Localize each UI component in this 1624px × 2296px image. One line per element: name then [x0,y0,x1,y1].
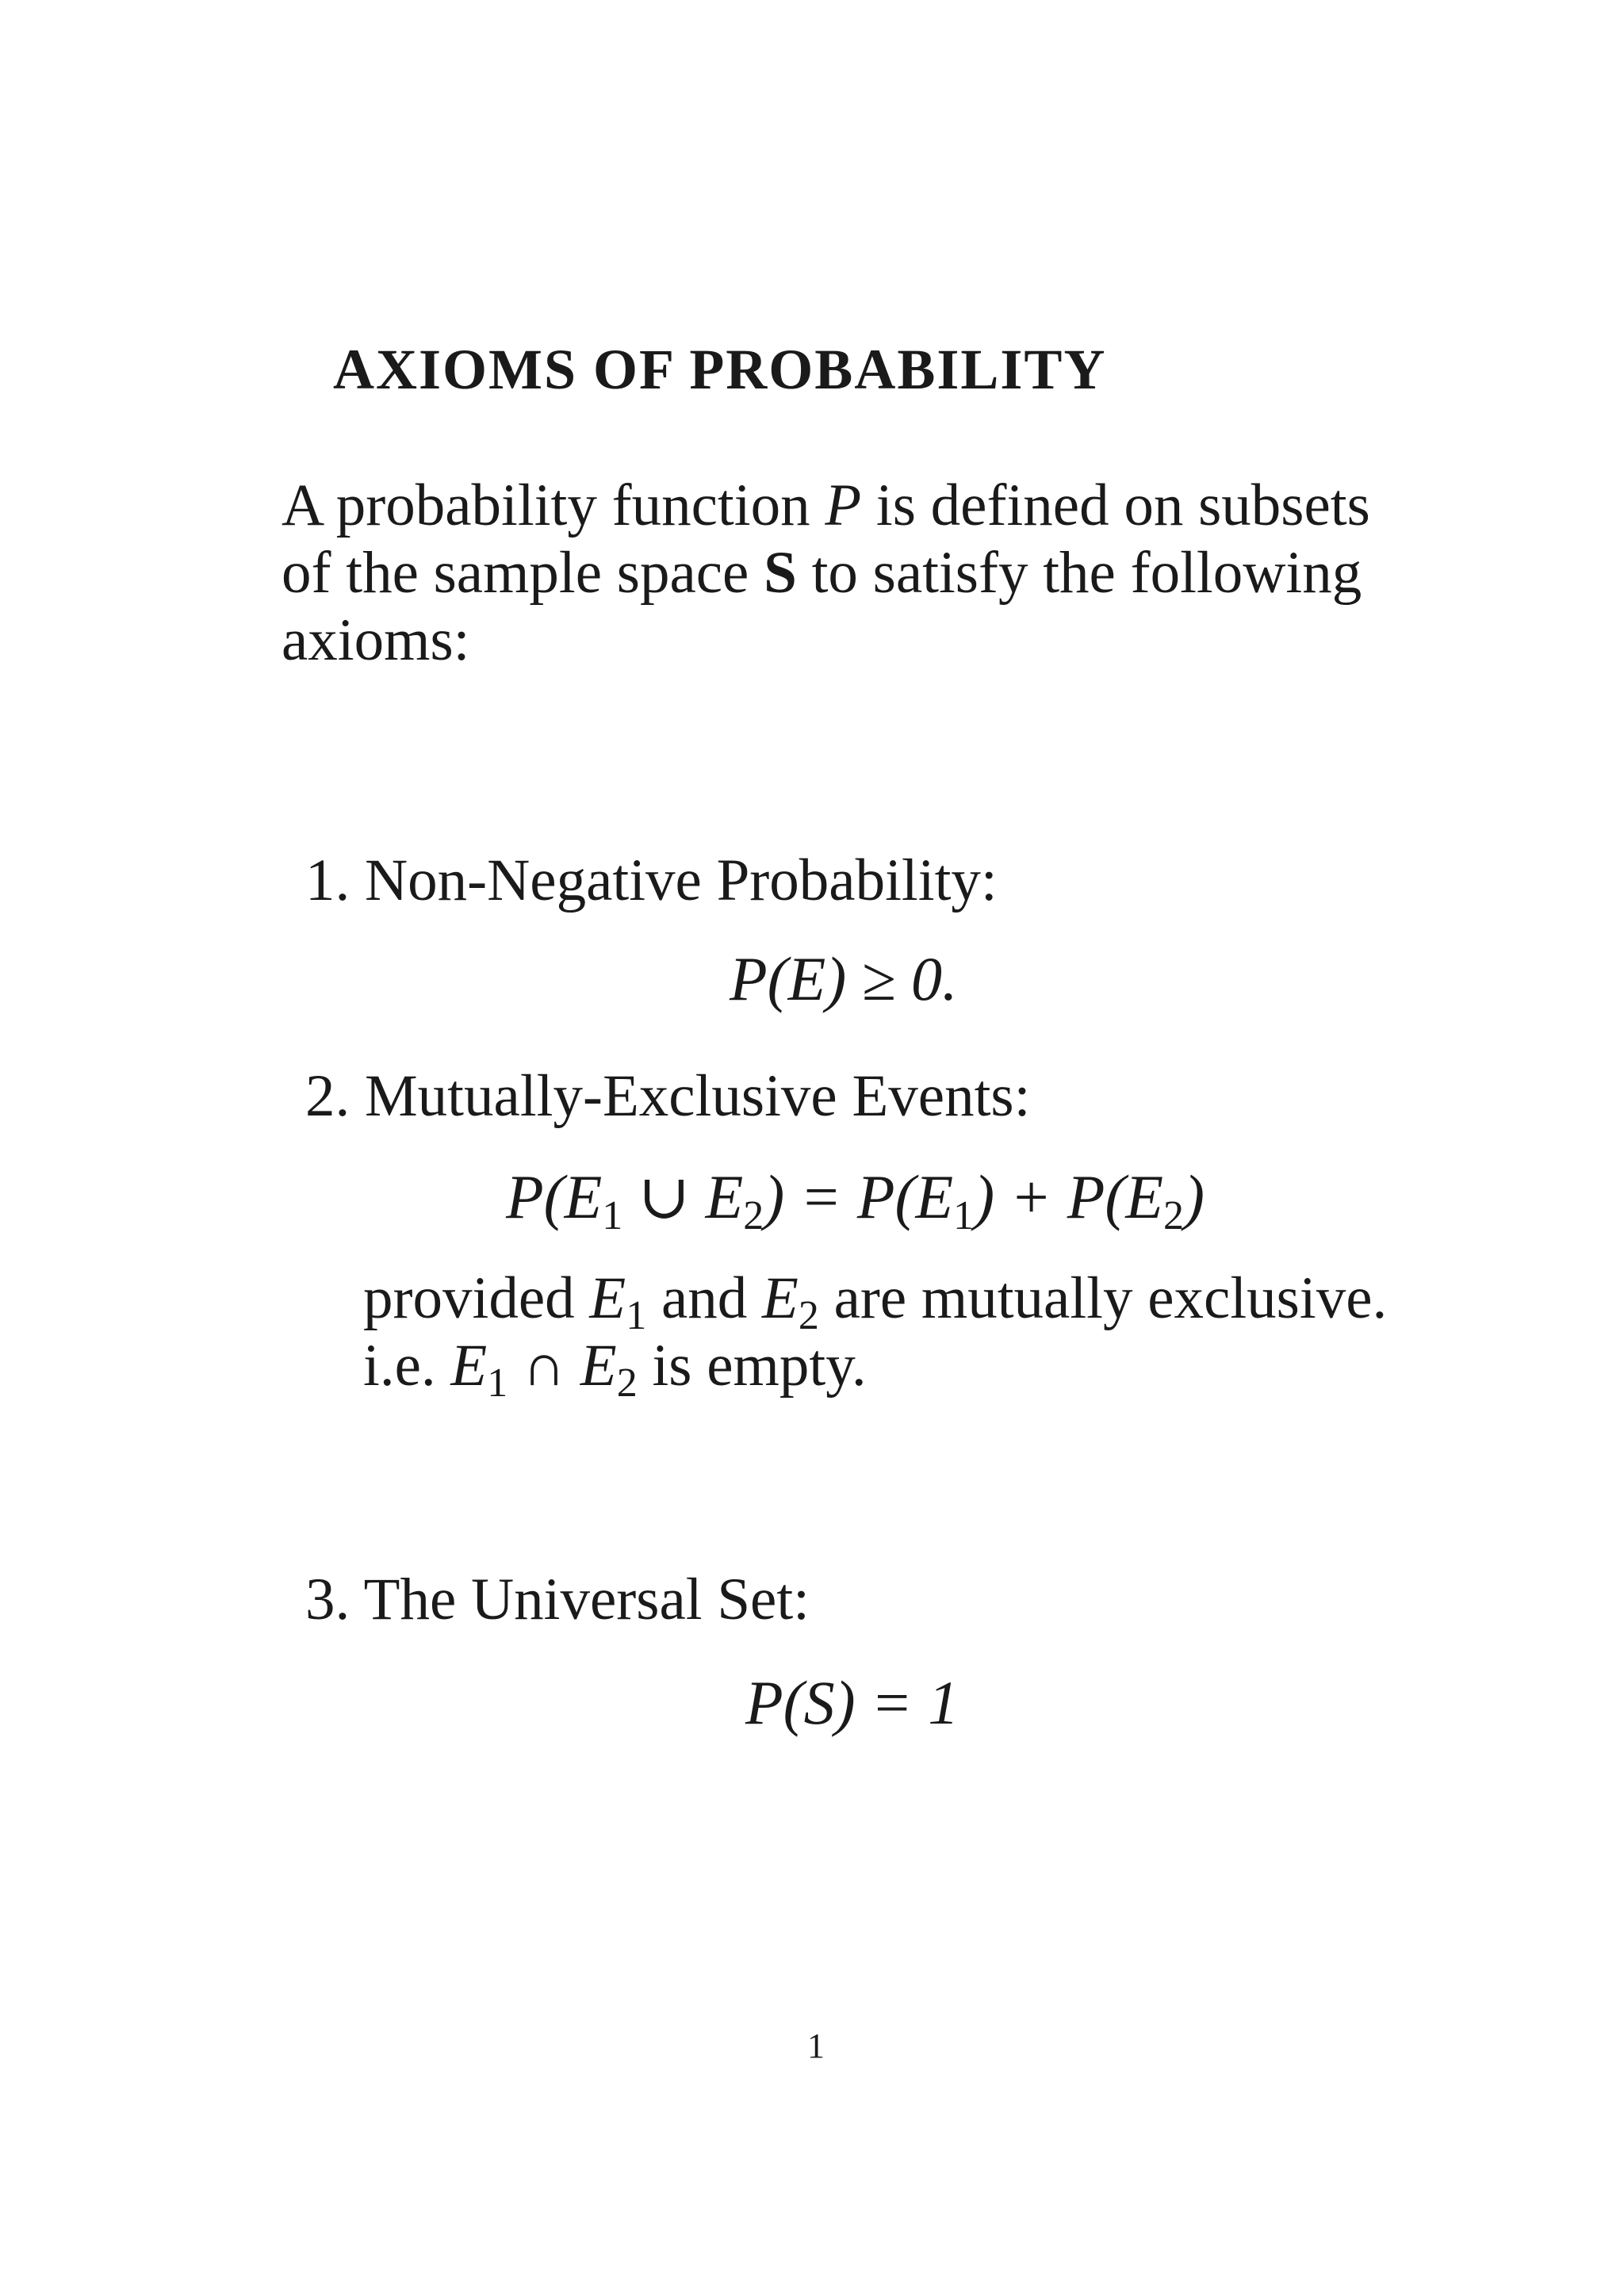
condition-text: and [646,1265,762,1331]
subscript: 2 [798,1293,819,1338]
subscript: 1 [487,1360,508,1406]
axiom-3-heading: 3. The Universal Set: [305,1567,810,1632]
equation-part: ∪ E [622,1162,744,1231]
event-symbol: E [450,1333,488,1399]
sample-space-symbol: S [764,540,797,606]
page-number: 1 [807,2026,825,2065]
axiom-3-equation: P(S) = 1 [745,1668,959,1737]
intro-paragraph [282,472,1370,674]
subscript: 2 [1163,1193,1185,1238]
equation-part: ) [1184,1162,1205,1231]
intro-text: is defined on subsets [861,473,1370,538]
event-symbol: E [761,1265,799,1331]
subscript: 2 [743,1193,764,1238]
condition-text: ∩ [508,1333,580,1399]
intro-text: to satisfy the following [796,540,1362,606]
probability-function-symbol: P [825,473,862,538]
axiom-2-heading: 2. Mutually-Exclusive Events: [305,1063,1031,1129]
intro-text: of the sample space [282,540,764,606]
subscript: 1 [602,1193,623,1238]
axiom-1-equation: P(E) ≥ 0. [730,944,958,1013]
condition-text: are mutually exclusive. [818,1265,1388,1331]
equation-part: ) + P(E [974,1162,1164,1231]
axiom-1-heading: 1. Non-Negative Probability: [305,848,998,913]
intro-text: A probability function [282,473,825,538]
document-title: AXIOMS OF PROBABILITY [333,338,1107,401]
event-symbol: E [589,1265,626,1331]
intro-line-1 [282,472,1370,539]
axiom-2-condition-line-2 [363,1332,867,1406]
subscript: 1 [626,1293,647,1338]
axiom-2-equation [506,1161,1205,1238]
axiom-2-condition-line-1 [363,1265,1388,1338]
intro-line-2 [282,539,1362,607]
condition-text: i.e. [363,1333,451,1399]
subscript: 1 [953,1193,975,1238]
condition-text: is empty. [637,1333,867,1399]
intro-line-3: axioms: [282,607,470,673]
subscript: 2 [616,1360,638,1406]
equation-part: P(E [506,1162,603,1231]
event-symbol: E [580,1333,617,1399]
equation-part: ) = P(E [764,1162,954,1231]
condition-text: provided [363,1265,590,1331]
